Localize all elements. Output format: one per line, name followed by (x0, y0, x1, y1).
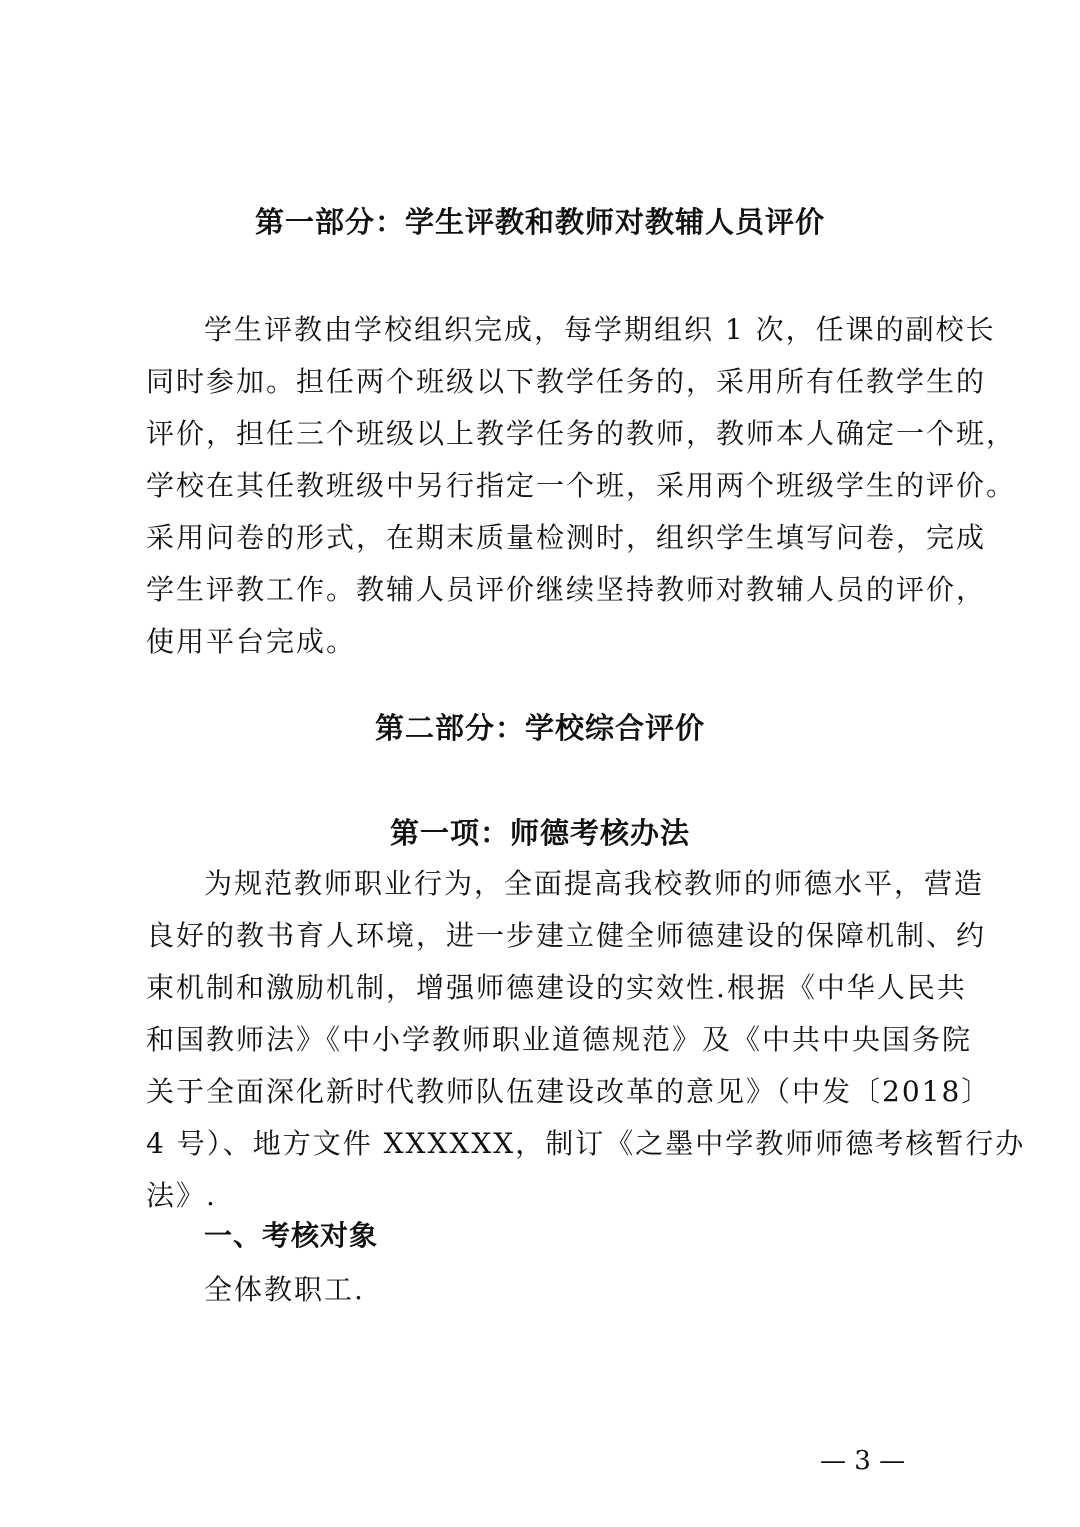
item-1-paragraph (146, 858, 1026, 1222)
item-1-title: 第一项：师德考核办法 (389, 816, 690, 850)
paragraph-line: 4 号）、地方文件 XXXXXX，制订《之墨中学教师师德考核暂行办 (146, 1127, 1026, 1160)
paragraph-line: 为规范教师职业行为，全面提高我校教师的师德水平，营造 (204, 867, 985, 900)
section-1-title: 第一部分：学生评教和教师对教辅人员评价 (254, 205, 825, 239)
paragraph-line: 法》. (146, 1179, 217, 1212)
paragraph-line: 使用平台完成。 (146, 625, 357, 658)
section-1-paragraph (146, 304, 1017, 668)
subsection-title: 一、考核对象 (204, 1219, 379, 1252)
section-2-title: 第二部分：学校综合评价 (374, 711, 705, 745)
page-number: — 3 — (820, 1446, 906, 1476)
paragraph-line: 学生评教工作。教辅人员评价继续坚持教师对教辅人员的评价， (146, 573, 987, 606)
paragraph-line: 学校在其任教班级中另行指定一个班，采用两个班级学生的评价。 (146, 469, 1017, 502)
subsection-text: 全体教职工. (204, 1273, 365, 1306)
paragraph-line: 学生评教由学校组织完成，每学期组织 1 次，任课的副校长 (204, 313, 996, 346)
paragraph-line: 评价，担任三个班级以上教学任务的教师，教师本人确定一个班， (146, 417, 1017, 450)
paragraph-line: 同时参加。担任两个班级以下教学任务的，采用所有任教学生的 (146, 365, 987, 398)
paragraph-line: 和国教师法》《中小学教师职业道德规范》及《中共中央国务院 (146, 1023, 973, 1056)
paragraph-line: 良好的教书育人环境，进一步建立健全师德建设的保障机制、约 (146, 919, 987, 952)
paragraph-line: 采用问卷的形式，在期末质量检测时，组织学生填写问卷，完成 (146, 521, 987, 554)
paragraph-line: 束机制和激励机制，增强师德建设的实效性.根据《中华人民共 (146, 971, 967, 1004)
paragraph-line: 关于全面深化新时代教师队伍建设改革的意见》（中发〔2018〕 (146, 1075, 992, 1108)
